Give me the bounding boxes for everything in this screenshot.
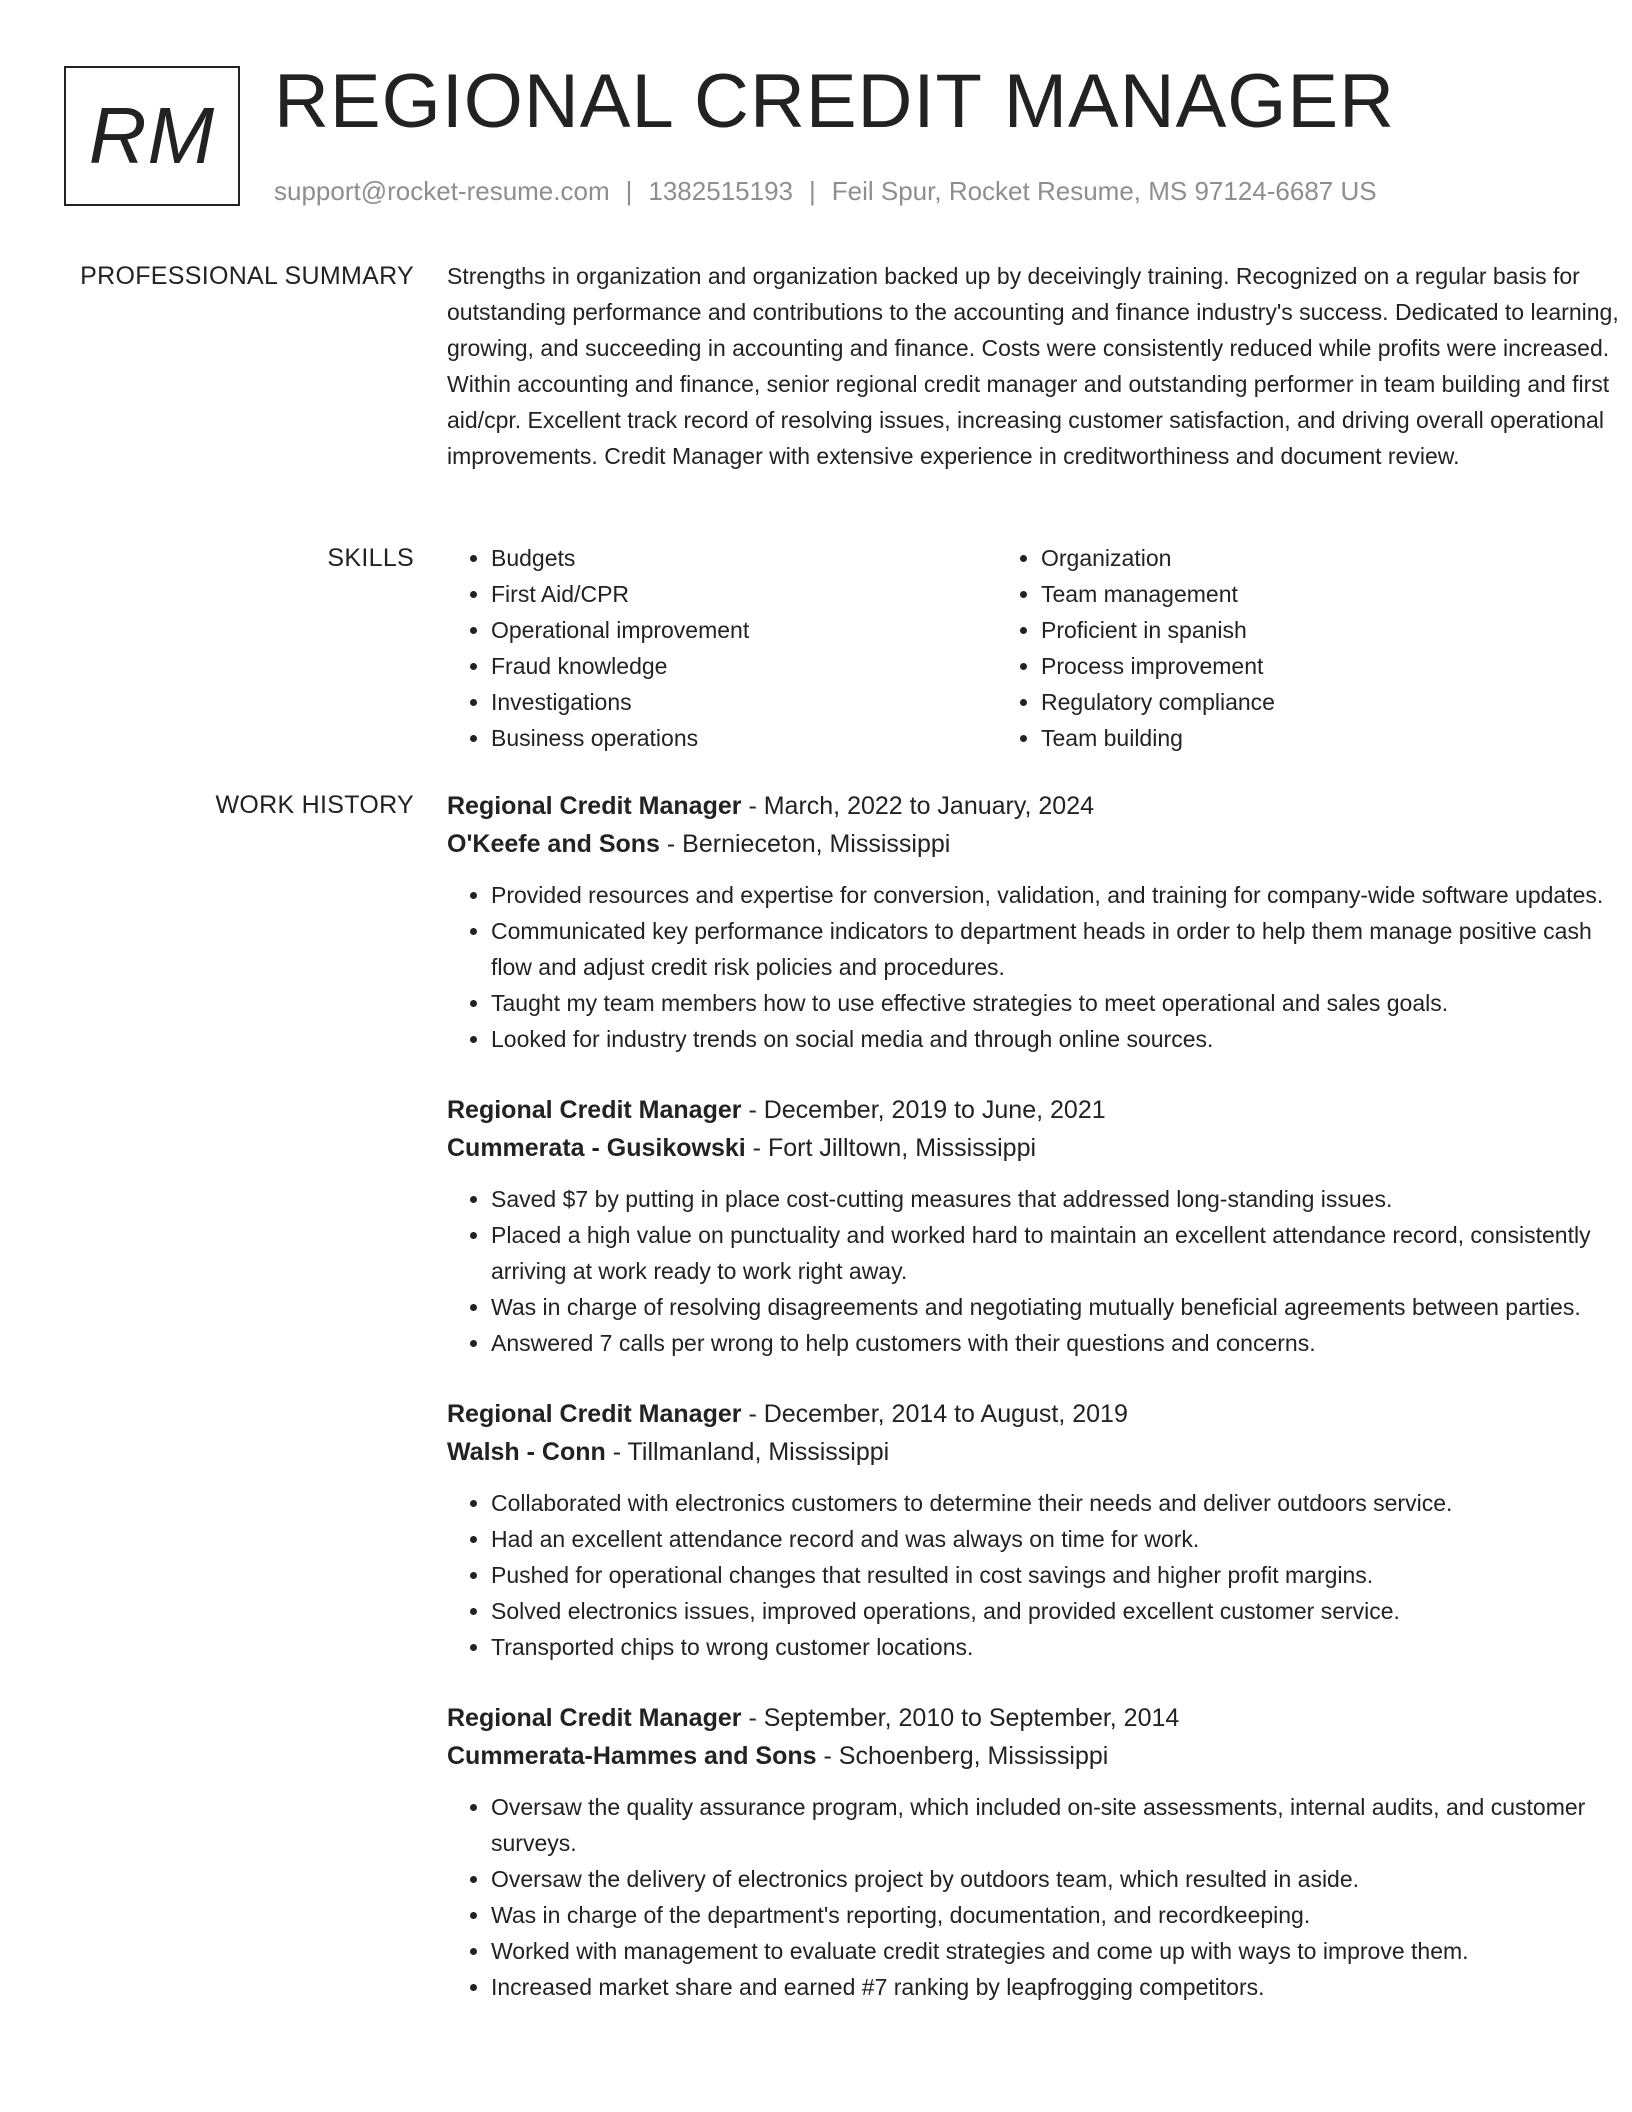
job-entry — [447, 1699, 1632, 2005]
skill-item: • Organization — [1041, 540, 1547, 576]
work-history-heading: WORK HISTORY — [215, 791, 414, 819]
job-title-line — [447, 787, 1632, 825]
job-bullet: • Provided resources and expertise for conversion, validation, and training for company-wide software updates. — [491, 877, 1632, 913]
initials-monogram — [64, 66, 240, 206]
job-bullet: • Transported chips to wrong customer locations. — [491, 1629, 1632, 1665]
job-dash: - — [605, 1438, 628, 1466]
contact-phone: 1382515193 — [648, 176, 793, 206]
job-dash: - — [741, 1096, 764, 1124]
skills-list-left — [447, 540, 997, 756]
skills-grid — [447, 540, 1547, 756]
job-title-line — [447, 1699, 1632, 1737]
job-title: Regional Credit Manager — [447, 1400, 742, 1428]
job-bullet: • Was in charge of resolving disagreements and negotiating mutually beneficial agreements between parties. — [491, 1289, 1632, 1325]
job-bullet: • Looked for industry trends on social media and through online sources. — [491, 1021, 1632, 1057]
job-bullet: • Was in charge of the department's reporting, documentation, and recordkeeping. — [491, 1897, 1632, 1933]
job-bullet: • Placed a high value on punctuality and worked hard to maintain an excellent attendance record, consistently arriving at work ready to work right away. — [491, 1217, 1632, 1289]
skill-item: • Budgets — [491, 540, 997, 576]
job-company-line — [447, 1129, 1632, 1167]
job-location: Bernieceton, Mississippi — [682, 830, 951, 858]
job-entry — [447, 787, 1632, 1057]
skill-item: • Investigations — [491, 684, 997, 720]
job-title: Regional Credit Manager — [447, 792, 742, 820]
summary-text: Strengths in organization and organization backed up by deceivingly training. Recognized on a regular basis for outstanding performance and contributions to the accounting and finance industry's success. Dedicated to learning, growing, and succeeding in accounting and finance. Costs were consistently reduced while profits were increased. Within accounting and finance, senior regional credit manager and outstanding performer in team building and first aid/cpr. Excellent track record of resolving issues, increasing customer satisfaction, and driving overall operational improvements. Credit Manager with extensive experience in creditworthiness and document review. — [447, 263, 1619, 469]
job-bullet: • Saved $7 by putting in place cost-cutting measures that addressed long-standing issues. — [491, 1181, 1632, 1217]
job-bullet: • Taught my team members how to use effective strategies to meet operational and sales goals. — [491, 985, 1632, 1021]
job-company: Cummerata-Hammes and Sons — [447, 1742, 817, 1770]
job-bullet-list — [447, 1181, 1632, 1361]
job-bullet: • Worked with management to evaluate credit strategies and come up with ways to improve them. — [491, 1933, 1632, 1969]
contact-email: support@rocket-resume.com — [274, 176, 610, 206]
skill-item: • Proficient in spanish — [1041, 612, 1547, 648]
job-title-line — [447, 1395, 1632, 1433]
skill-item: • Fraud knowledge — [491, 648, 997, 684]
job-dates: September, 2010 to September, 2014 — [763, 1704, 1180, 1732]
job-company: Cummerata - Gusikowski — [447, 1134, 746, 1162]
skill-item: • Business operations — [491, 720, 997, 756]
initials-text: RM — [88, 91, 216, 180]
job-dates: March, 2022 to January, 2024 — [763, 792, 1095, 820]
contact-line — [274, 175, 1377, 207]
skill-item: • Process improvement — [1041, 648, 1547, 684]
skill-item: • Team management — [1041, 576, 1547, 612]
job-company: O'Keefe and Sons — [447, 830, 660, 858]
job-bullet: • Had an excellent attendance record and was always on time for work. — [491, 1521, 1632, 1557]
job-bullet: • Collaborated with electronics customers to determine their needs and deliver outdoors service. — [491, 1485, 1632, 1521]
job-company: Walsh - Conn — [447, 1438, 606, 1466]
contact-separator: | — [809, 176, 816, 206]
job-dash: - — [659, 830, 683, 858]
job-dates: December, 2014 to August, 2019 — [763, 1400, 1128, 1428]
job-bullet: • Increased market share and earned #7 ranking by leapfrogging competitors. — [491, 1969, 1632, 2005]
contact-separator: | — [625, 176, 633, 206]
skill-item: • Team building — [1041, 720, 1547, 756]
job-bullet: • Pushed for operational changes that resulted in cost savings and higher profit margins. — [491, 1557, 1632, 1593]
job-location: Tillmanland, Mississippi — [627, 1438, 890, 1466]
job-location: Schoenberg, Mississippi — [838, 1742, 1109, 1770]
job-dash: - — [745, 1134, 768, 1162]
job-bullet: • Solved electronics issues, improved operations, and provided excellent customer service. — [491, 1593, 1632, 1629]
job-bullet-list — [447, 1789, 1632, 2005]
job-title-line — [447, 1091, 1632, 1129]
job-bullet: • Communicated key performance indicators to department heads in order to help them manage positive cash flow and adjust credit risk policies and procedures. — [491, 913, 1632, 985]
job-bullet-list — [447, 877, 1632, 1057]
job-company-line — [447, 825, 1632, 863]
skills-list-right — [997, 540, 1547, 756]
job-dash: - — [741, 1704, 764, 1732]
job-entry — [447, 1091, 1632, 1361]
skills-heading: SKILLS — [327, 544, 414, 572]
skill-item: • Operational improvement — [491, 612, 997, 648]
job-bullet: • Oversaw the quality assurance program, which included on-site assessments, internal audits, and customer surveys. — [491, 1789, 1632, 1861]
job-dash: - — [816, 1742, 839, 1770]
job-bullet: • Answered 7 calls per wrong to help customers with their questions and concerns. — [491, 1325, 1632, 1361]
job-location: Fort Jilltown, Mississippi — [767, 1134, 1037, 1162]
job-company-line — [447, 1433, 1632, 1471]
page-title: REGIONAL CREDIT MANAGER — [274, 59, 1395, 144]
job-bullet-list — [447, 1485, 1632, 1665]
job-entry — [447, 1395, 1632, 1665]
job-dates: December, 2019 to June, 2021 — [763, 1096, 1106, 1124]
contact-address: Feil Spur, Rocket Resume, MS 97124-6687 US — [831, 176, 1377, 206]
job-title: Regional Credit Manager — [447, 1096, 742, 1124]
job-dash: - — [741, 792, 764, 820]
job-bullet: • Oversaw the delivery of electronics project by outdoors team, which resulted in aside. — [491, 1861, 1632, 1897]
job-dash: - — [741, 1400, 764, 1428]
skill-item: • Regulatory compliance — [1041, 684, 1547, 720]
skill-item: • First Aid/CPR — [491, 576, 997, 612]
job-title: Regional Credit Manager — [447, 1704, 742, 1732]
job-company-line — [447, 1737, 1632, 1775]
summary-heading: PROFESSIONAL SUMMARY — [80, 262, 414, 290]
